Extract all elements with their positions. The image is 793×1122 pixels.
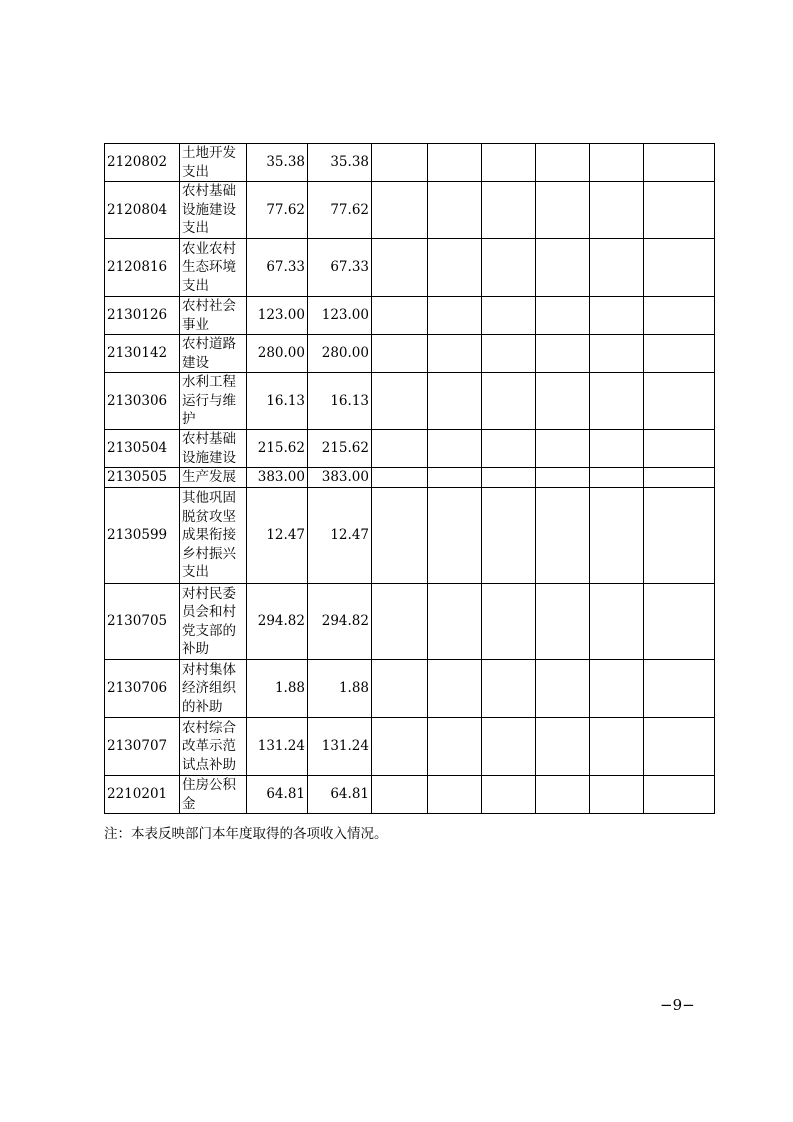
subject-name-line: 水利工程: [182, 374, 236, 391]
empty-cell: [482, 182, 536, 239]
empty-cell: [372, 718, 428, 776]
empty-cell: [428, 468, 482, 488]
subject-code-cell: 2130142: [105, 335, 180, 373]
table-row: [105, 373, 715, 430]
total-cell: 12.47: [247, 488, 308, 584]
subject-name-line: 支出: [182, 564, 209, 581]
empty-cell: [372, 468, 428, 488]
subject-name-line: 农业农村: [182, 240, 236, 257]
empty-cell: [644, 182, 715, 239]
subject-name-cell: [180, 776, 247, 814]
subject-name-line: 补助: [182, 641, 209, 657]
empty-cell: [590, 584, 644, 660]
empty-cell: [644, 430, 715, 468]
empty-cell: [536, 430, 590, 468]
fiscal-appropriation-cell: 123.00: [308, 297, 372, 335]
empty-cell: [536, 182, 590, 239]
subject-code-cell: 2130505: [105, 468, 180, 488]
subject-name-line: 生产发展: [182, 469, 236, 486]
subject-name-line: 金: [182, 795, 196, 812]
subject-code-cell: 2120816: [105, 239, 180, 297]
subject-name-line: 农村社会: [182, 298, 236, 314]
table-row: [105, 488, 715, 584]
empty-cell: [590, 488, 644, 584]
subject-name-line: 支出: [182, 220, 209, 237]
empty-cell: [590, 297, 644, 335]
subject-name-line: 农村基础: [182, 183, 236, 200]
empty-cell: [644, 488, 715, 584]
subject-code-cell: 2130599: [105, 488, 180, 584]
total-cell: 294.82: [247, 584, 308, 660]
empty-cell: [372, 182, 428, 239]
fiscal-appropriation-cell: 383.00: [308, 468, 372, 488]
empty-cell: [482, 488, 536, 584]
subject-name-cell: [180, 239, 247, 297]
table-row: [105, 297, 715, 335]
subject-name-line: 经济组织: [182, 680, 236, 697]
subject-name-line: 对村集体: [182, 661, 236, 678]
empty-cell: [428, 144, 482, 182]
fiscal-appropriation-cell: 77.62: [308, 182, 372, 239]
subject-name-cell: [180, 718, 247, 776]
empty-cell: [372, 430, 428, 468]
subject-code-cell: 2130706: [105, 660, 180, 718]
subject-name-cell: [180, 584, 247, 660]
table-row: [105, 430, 715, 468]
empty-cell: [536, 584, 590, 660]
total-cell: 383.00: [247, 468, 308, 488]
fiscal-appropriation-cell: 215.62: [308, 430, 372, 468]
empty-cell: [536, 335, 590, 373]
income-table: [104, 143, 715, 814]
empty-cell: [482, 297, 536, 335]
subject-name-cell: [180, 144, 247, 182]
empty-cell: [536, 660, 590, 718]
empty-cell: [428, 297, 482, 335]
empty-cell: [428, 430, 482, 468]
empty-cell: [372, 776, 428, 814]
empty-cell: [428, 182, 482, 239]
empty-cell: [372, 144, 428, 182]
subject-name-line: 护: [182, 411, 196, 428]
subject-name-line: 住房公积: [182, 777, 236, 793]
empty-cell: [428, 660, 482, 718]
subject-name-line: 对村民委: [182, 585, 236, 602]
subject-name-cell: [180, 297, 247, 335]
empty-cell: [482, 776, 536, 814]
subject-code-cell: 2210201: [105, 776, 180, 814]
fiscal-appropriation-cell: 64.81: [308, 776, 372, 814]
page-number: −9−: [660, 996, 695, 1014]
subject-name-line: 运行与维: [182, 392, 236, 409]
subject-name-line: 生态环境: [182, 259, 236, 276]
empty-cell: [428, 776, 482, 814]
empty-cell: [428, 718, 482, 776]
subject-code-cell: 2130705: [105, 584, 180, 660]
subject-name-line: 支出: [182, 163, 209, 180]
empty-cell: [590, 373, 644, 430]
empty-cell: [428, 488, 482, 584]
fiscal-appropriation-cell: 1.88: [308, 660, 372, 718]
subject-name-line: 设施建设: [182, 201, 236, 218]
empty-cell: [372, 660, 428, 718]
empty-cell: [428, 584, 482, 660]
subject-name-line: 土地开发: [182, 145, 236, 161]
empty-cell: [590, 144, 644, 182]
empty-cell: [482, 468, 536, 488]
empty-cell: [372, 239, 428, 297]
empty-cell: [372, 335, 428, 373]
empty-cell: [536, 718, 590, 776]
empty-cell: [372, 297, 428, 335]
subject-name-cell: [180, 468, 247, 488]
subject-name-cell: [180, 335, 247, 373]
subject-name-line: 农村基础: [182, 431, 236, 447]
table-row: [105, 468, 715, 488]
empty-cell: [590, 718, 644, 776]
empty-cell: [536, 144, 590, 182]
fiscal-appropriation-cell: 35.38: [308, 144, 372, 182]
table-row: [105, 776, 715, 814]
empty-cell: [644, 239, 715, 297]
empty-cell: [372, 584, 428, 660]
table-row: [105, 144, 715, 182]
empty-cell: [482, 373, 536, 430]
empty-cell: [644, 584, 715, 660]
empty-cell: [536, 468, 590, 488]
empty-cell: [536, 488, 590, 584]
empty-cell: [482, 144, 536, 182]
subject-name-line: 员会和村: [182, 604, 236, 620]
total-cell: 67.33: [247, 239, 308, 297]
empty-cell: [590, 468, 644, 488]
subject-name-line: 支出: [182, 277, 209, 294]
subject-name-line: 党支部的: [182, 622, 236, 639]
subject-name-line: 事业: [182, 316, 209, 333]
empty-cell: [590, 660, 644, 718]
empty-cell: [644, 373, 715, 430]
empty-cell: [482, 718, 536, 776]
table-row: [105, 239, 715, 297]
empty-cell: [644, 335, 715, 373]
empty-cell: [590, 239, 644, 297]
empty-cell: [482, 335, 536, 373]
fiscal-appropriation-cell: 67.33: [308, 239, 372, 297]
subject-code-cell: 2130126: [105, 297, 180, 335]
table-row: [105, 335, 715, 373]
subject-name-line: 其他巩固: [182, 490, 236, 507]
empty-cell: [482, 584, 536, 660]
empty-cell: [536, 373, 590, 430]
total-cell: 131.24: [247, 718, 308, 776]
empty-cell: [644, 776, 715, 814]
empty-cell: [644, 718, 715, 776]
subject-name-line: 脱贫攻坚: [182, 508, 236, 525]
subject-code-cell: 2130504: [105, 430, 180, 468]
subject-code-cell: 2130306: [105, 373, 180, 430]
table-row: [105, 584, 715, 660]
subject-name-line: 成果衔接: [182, 527, 236, 544]
subject-name-cell: [180, 182, 247, 239]
subject-name-line: 农村道路: [182, 336, 236, 352]
total-cell: 77.62: [247, 182, 308, 239]
table-row: [105, 660, 715, 718]
subject-name-cell: [180, 373, 247, 430]
subject-name-line: 建设: [182, 354, 209, 371]
empty-cell: [590, 182, 644, 239]
total-cell: 215.62: [247, 430, 308, 468]
empty-cell: [644, 144, 715, 182]
total-cell: 64.81: [247, 776, 308, 814]
subject-name-line: 乡村振兴: [182, 545, 236, 562]
empty-cell: [644, 660, 715, 718]
table-row: [105, 182, 715, 239]
fiscal-appropriation-cell: 16.13: [308, 373, 372, 430]
subject-name-line: 试点补助: [182, 756, 236, 773]
total-cell: 280.00: [247, 335, 308, 373]
fiscal-appropriation-cell: 294.82: [308, 584, 372, 660]
empty-cell: [372, 373, 428, 430]
subject-name-cell: [180, 430, 247, 468]
empty-cell: [428, 335, 482, 373]
empty-cell: [372, 488, 428, 584]
empty-cell: [536, 297, 590, 335]
empty-cell: [536, 239, 590, 297]
empty-cell: [590, 430, 644, 468]
table-row: [105, 718, 715, 776]
empty-cell: [590, 335, 644, 373]
empty-cell: [644, 297, 715, 335]
total-cell: 16.13: [247, 373, 308, 430]
total-cell: 123.00: [247, 297, 308, 335]
subject-code-cell: 2120804: [105, 182, 180, 239]
fiscal-appropriation-cell: 131.24: [308, 718, 372, 776]
table-body: [105, 144, 715, 814]
subject-code-cell: 2120802: [105, 144, 180, 182]
empty-cell: [482, 430, 536, 468]
empty-cell: [536, 776, 590, 814]
subject-name-cell: [180, 488, 247, 584]
total-cell: 35.38: [247, 144, 308, 182]
empty-cell: [482, 239, 536, 297]
subject-name-line: 的补助: [182, 698, 223, 715]
empty-cell: [428, 239, 482, 297]
subject-name-line: 设施建设: [182, 449, 236, 466]
total-cell: 1.88: [247, 660, 308, 718]
empty-cell: [644, 468, 715, 488]
table-note: 注：本表反映部门本年度取得的各项收入情况。: [104, 826, 388, 842]
fiscal-appropriation-cell: 12.47: [308, 488, 372, 584]
subject-name-cell: [180, 660, 247, 718]
subject-code-cell: 2130707: [105, 718, 180, 776]
empty-cell: [590, 776, 644, 814]
empty-cell: [428, 373, 482, 430]
subject-name-line: 农村综合: [182, 719, 236, 736]
empty-cell: [482, 660, 536, 718]
fiscal-appropriation-cell: 280.00: [308, 335, 372, 373]
subject-name-line: 改革示范: [182, 738, 236, 755]
